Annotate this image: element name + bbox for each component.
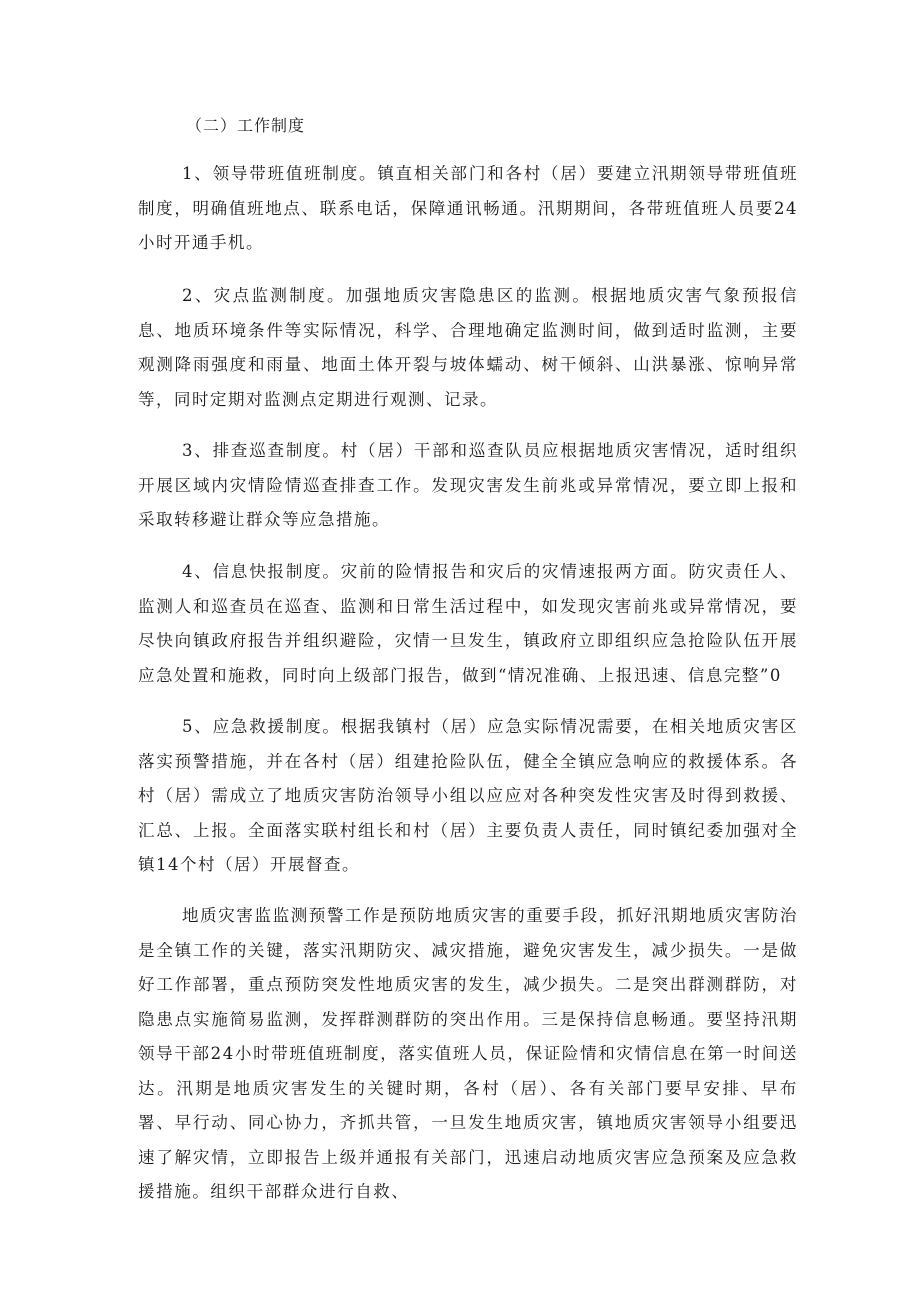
paragraph-duty-system: 1、领导带班值班制度。镇直相关部门和各村（居）要建立汛期领导带班值班制度，明确值班地点、联系电话，保障通讯畅通。汛期期间，各带班值班人员要24小时开通手机。: [138, 164, 798, 252]
paragraph-summary: 地质灾害监监测预警工作是预防地质灾害的重要手段，抓好汛期地质灾害防治是全镇工作的关键，落实汛期防灾、减灾措施，避免灾害发生，减少损失。一是做好工作部署，重点预防突发性地质灾害的发生，减少损失。二是突出群测群防，对隐患点实施简易监测，发挥群测群防的突出作用。三是保持信息畅通。要坚持汛期领导干部24小时带班值班制度，落实值班人员，保证险情和灾情信息在第一时间送达。汛期是地质灾害发生的关键时期，各村（居）、各有关部门要早安排、早布署、早行动、同心协力，齐抓共管，一旦发生地质灾害，镇地质灾害领导小组要迅速了解灾情，立即报告上级并通报有关部门，迅速启动地质灾害应急预案及应急救援措施。组织干部群众进行自救、: [138, 906, 798, 1201]
paragraph-monitoring-system: 2、灾点监测制度。加强地质灾害隐患区的监测。根据地质灾害气象预报信息、地质环境条件等实际情况，科学、合理地确定监测时间，做到适时监测，主要观测降雨强度和雨量、地面土体开裂与坡体蠕动、树干倾斜、山洪暴涨、惊响异常等，同时定期对监测点定期进行观测、记录。: [138, 286, 798, 409]
paragraph-inspection-system: 3、排查巡查制度。村（居）干部和巡查队员应根据地质灾害情况，适时组织开展区域内灾情险情巡查排查工作。发现灾害发生前兆或异常情况，要立即上报和采取转移避让群众等应急措施。: [138, 441, 798, 529]
section-heading: （二）工作制度: [186, 116, 306, 135]
paragraph-reporting-system: 4、信息快报制度。灾前的险情报告和灾后的灾情速报两方面。防灾责任人、监测人和巡查员在巡查、监测和日常生活过程中，如发现灾害前兆或异常情况，要尽快向镇政府报告并组织避险，灾情一旦发生，镇政府立即组织应急抢险队伍开展应急处置和施救，同时向上级部门报告，做到“情况准确、上报迅速、信息完整”0: [138, 562, 798, 685]
paragraph-rescue-system: 5、应急救援制度。根据我镇村（居）应急实际情况需要，在相关地质灾害区落实预警措施，并在各村（居）组建抢险队伍，健全全镇应急响应的救援体系。各村（居）需成立了地质灾害防治领导小组以应应对各种突发性灾害及时得到救援、汇总、上报。全面落实联村组长和村（居）主要负责人责任，同时镇纪委加强对全镇14个村（居）开展督查。: [138, 717, 798, 874]
